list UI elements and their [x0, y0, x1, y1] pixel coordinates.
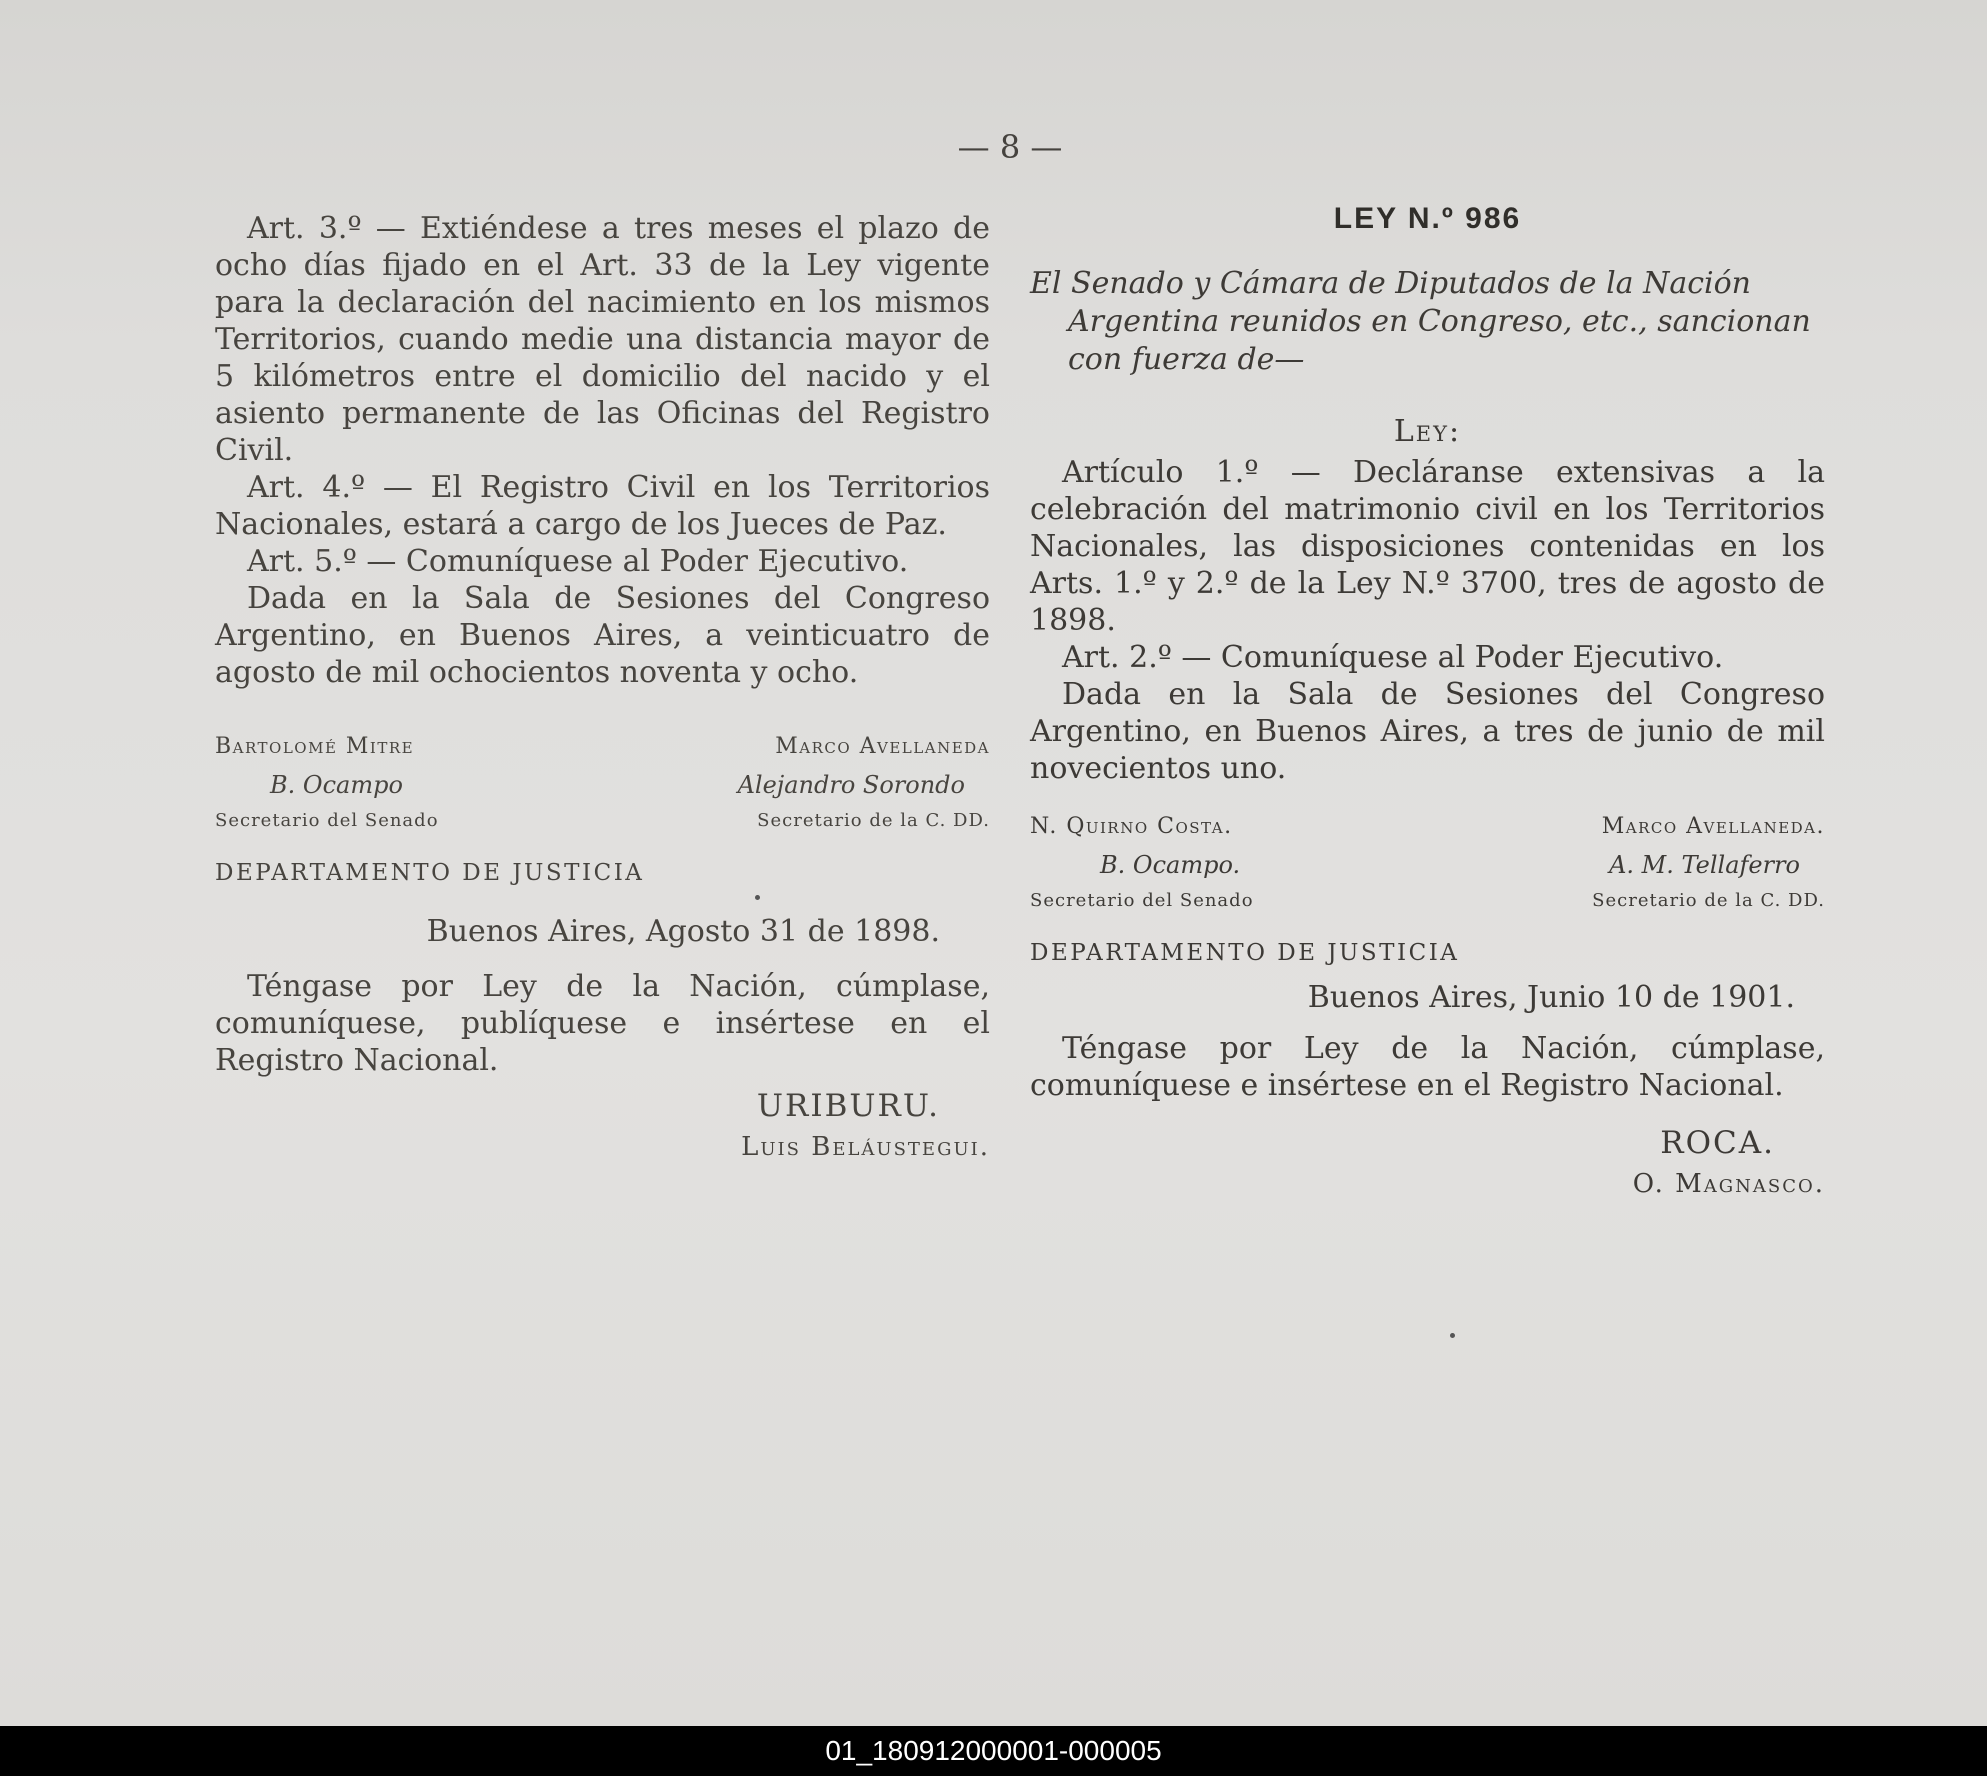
deputies-secretary-role: Secretario de la C. DD.: [757, 810, 990, 831]
article-1: Artículo 1.º — Decláranse extensivas a la celebración del matrimonio civil en los Territorios Nacionales, las disposiciones contenidas en los Arts. 1.º y 2.º de la Ley N.º 3700, tres de agosto de 1898.: [1030, 455, 1825, 638]
deputies-signature: [1592, 809, 1825, 917]
executive-signatures: [215, 1085, 990, 1167]
department-heading: DEPARTAMENTO DE JUSTICIA: [215, 860, 645, 886]
promulgation-text: Téngase por Ley de la Nación, cúmplase, comuníquese e insértese en el Registro Nacional.: [1030, 1031, 1825, 1103]
signature-block: [215, 729, 990, 837]
deputies-president-name: Marco Avellaneda.: [1601, 814, 1825, 839]
minister-signature: O. Magnasco.: [1632, 1169, 1825, 1199]
senate-secretary-name: B. Ocampo: [270, 771, 403, 799]
senate-signature: [1030, 809, 1254, 917]
law-title: LEY N.º 986: [1333, 202, 1522, 235]
executive-signatures: [1030, 1122, 1825, 1204]
minister-signature: Luis Beláustegui.: [741, 1132, 990, 1162]
senate-president-name: Bartolomé Mitre: [215, 734, 415, 759]
promulgation-text: Téngase por Ley de la Nación, cúmplase, comuníquese, publíquese e insértese en el Registro Nacional.: [215, 969, 990, 1078]
deputies-secretary-name: Alejandro Sorondo: [737, 771, 965, 799]
image-id-bar: 01_180912000001-000005: [0, 1726, 1987, 1776]
ley-heading: Ley:: [1393, 414, 1462, 449]
decree-date: Buenos Aires, Agosto 31 de 1898.: [426, 914, 940, 949]
senate-secretary-name: B. Ocampo.: [1100, 851, 1241, 879]
president-signature: URIBURU.: [756, 1088, 940, 1124]
article-3: Art. 3.º — Extiéndese a tres meses el plazo de ocho días fijado en el Art. 33 de la Ley vigente para la declaración del nacimiento en los mismos Territorios, cuando medie una distancia mayor de 5 kilómetros entre el domicilio del nacido y el asiento permanente de las Oficinas del Registro Civil.: [215, 211, 990, 468]
article-5: Art. 5.º — Comuníquese al Poder Ejecutivo.: [247, 544, 909, 579]
deputies-signature: [738, 729, 990, 837]
deputies-secretary-role: Secretario de la C. DD.: [1592, 890, 1825, 911]
right-column: [1030, 200, 1825, 1204]
article-4: Art. 4.º — El Registro Civil en los Territorios Nacionales, estará a cargo de los Jueces de Paz.: [215, 470, 990, 542]
speck-mark: [755, 895, 760, 900]
bleed-through-header: [130, 55, 1830, 135]
senate-secretary-role: Secretario del Senado: [215, 810, 439, 831]
speck-mark: [1450, 1333, 1455, 1338]
signature-block: [1030, 809, 1825, 917]
deputies-secretary-name: A. M. Tellaferro: [1609, 851, 1800, 879]
page-number: — 8 —: [957, 128, 1063, 166]
president-signature: ROCA.: [1660, 1125, 1775, 1161]
decree-date: Buenos Aires, Junio 10 de 1901.: [1307, 980, 1795, 1015]
enactment-clause: Dada en la Sala de Sesiones del Congreso Argentino, en Buenos Aires, a veinticuatro de agosto de mil ochocientos noventa y ocho.: [215, 581, 990, 690]
senate-president-name: N. Quirno Costa.: [1030, 814, 1233, 839]
senate-secretary-role: Secretario del Senado: [1030, 890, 1254, 911]
preamble: El Senado y Cámara de Diputados de la Nación Argentina reunidos en Congreso, etc., sancionan con fuerza de—: [1030, 266, 1811, 377]
enactment-clause: Dada en la Sala de Sesiones del Congreso Argentino, en Buenos Aires, a tres de junio de mil novecientos uno.: [1030, 677, 1825, 786]
deputies-president-name: Marco Avellaneda: [775, 734, 990, 759]
left-column: [215, 210, 990, 1167]
senate-signature: [215, 729, 439, 837]
article-2: Art. 2.º — Comuníquese al Poder Ejecutivo.: [1062, 640, 1724, 675]
department-heading: DEPARTAMENTO DE JUSTICIA: [1030, 940, 1460, 966]
